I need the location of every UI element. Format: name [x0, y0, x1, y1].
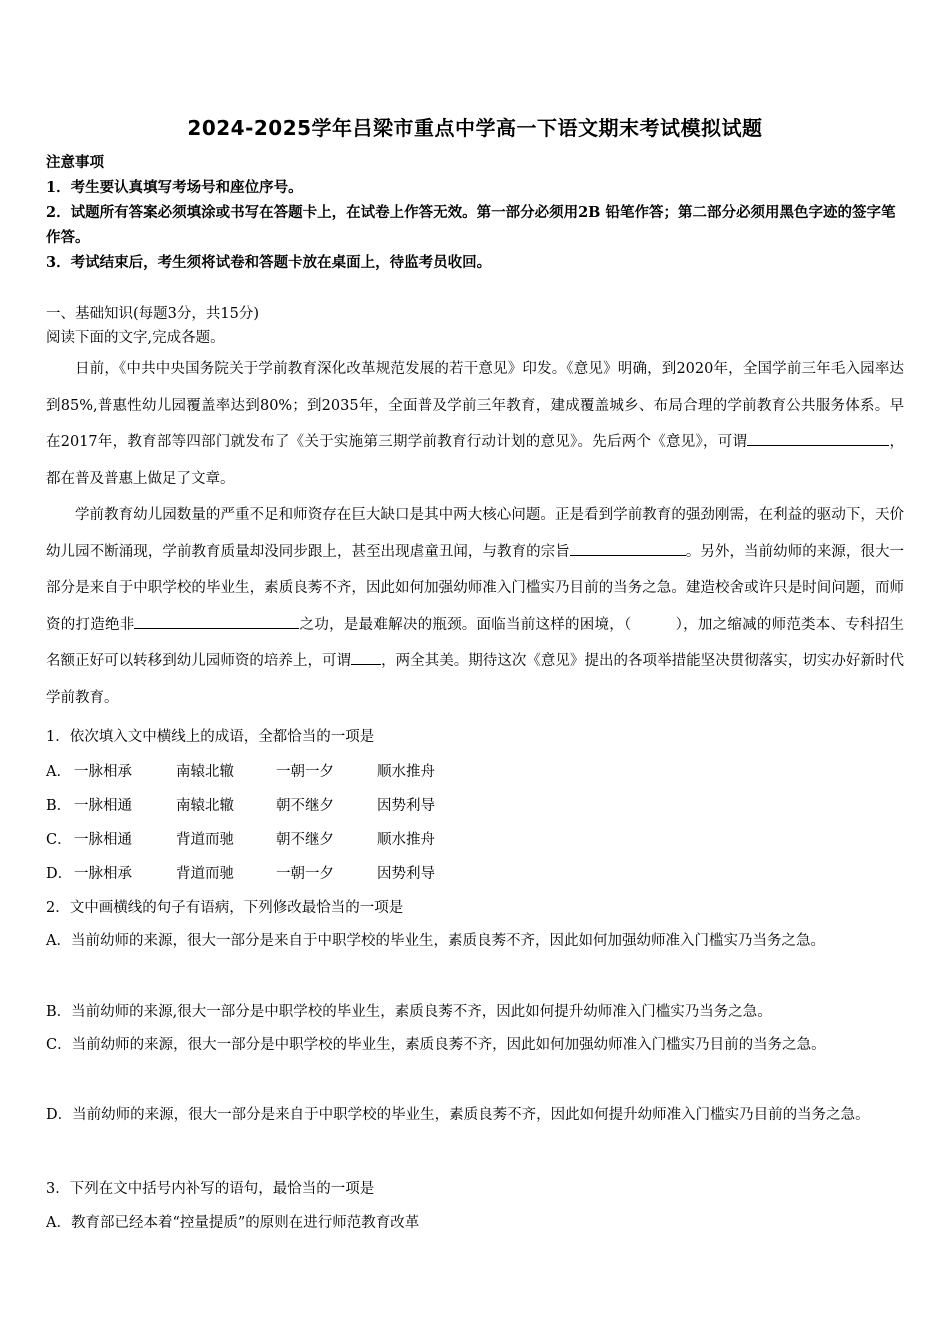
option-label: D．: [46, 1107, 73, 1123]
question-3-option-a[interactable]: [46, 1211, 906, 1232]
fill-blank-1[interactable]: [747, 431, 889, 446]
question-2-option-a[interactable]: [46, 923, 904, 959]
passage-paragraph-1: [46, 351, 904, 497]
question-2-option-d[interactable]: [46, 1097, 904, 1133]
fill-blank-3[interactable]: [134, 614, 299, 629]
fill-blank-2[interactable]: [570, 541, 686, 556]
section-heading: 一、基础知识(每题3分，共15分): [46, 306, 259, 322]
question-1-option-c[interactable]: [46, 828, 906, 849]
option-text: 当前幼师的来源，很大一部分是来自于中职学校的毕业生，素质良莠不齐，因此如何提升幼师准入门槛实乃目前的当务之急。: [72, 1107, 870, 1123]
notice-item-2: 2．试题所有答案必须填涂或书写在答题卡上，在试卷上作答无效。第一部分必须用2B 铅笔作答；第二部分必须用黑色字迹的签字笔作答。: [46, 204, 896, 246]
question-1-option-b[interactable]: [46, 794, 906, 815]
notice-heading: 注意事项: [46, 154, 104, 171]
option-text: 教育部已经本着“控量提质”的原则在进行师范教育改革: [70, 1215, 420, 1231]
option-label: A．: [46, 764, 71, 780]
option-text: 当前幼师的来源，很大一部分是中职学校的毕业生，素质良莠不齐，因此如何加强幼师准入门槛实乃目前的当务之急。: [71, 1037, 826, 1053]
option-word: 朝不继夕: [276, 832, 334, 848]
option-word: 一朝一夕: [276, 866, 334, 882]
option-label: D．: [46, 866, 73, 882]
option-word: 朝不继夕: [276, 798, 334, 814]
passage-text: ，都在普及普惠上做足了文章。: [46, 434, 905, 487]
option-word: 因势利导: [377, 798, 435, 814]
option-label: A．: [46, 933, 71, 949]
option-word: 顺水推舟: [377, 832, 435, 848]
passage-text: 学前教育幼儿园数量的严重不足和师资存在巨大缺口是其中两大核心问题。正是看到学前教育的强劲刚需，在利益的驱动下，天价幼儿园不断涌现，学前教育质量却没同步跟上，甚至出现虐童丑闻，与教育的宗旨: [46, 507, 904, 560]
option-text: 当前幼师的来源，很大一部分是来自于中职学校的毕业生，素质良莠不齐，因此如何加强幼师准入门槛实乃当务之急。: [70, 933, 825, 949]
option-word: 一脉相承: [74, 866, 132, 882]
passage-text: 日前，《中共中央国务院关于学前教育深化改革规范发展的若干意见》印发。《意见》明确，到2020年，全国学前三年毛入园率达到85%,普惠性幼儿园覆盖率达到80%；到2035年，全面普及学前三年教育，建成覆盖城乡、布局合理的学前教育公共服务体系。早在2017年，教育部等四部门就发布了《关于实施第三期学前教育行动计划的意见》。先后两个《意见》，可谓: [46, 361, 904, 450]
option-label: C．: [46, 832, 72, 848]
option-word: 一脉相承: [74, 764, 132, 780]
option-word: 顺水推舟: [377, 764, 435, 780]
question-1-option-d[interactable]: [46, 862, 906, 883]
question-3-stem: 3．下列在文中括号内补写的语句，最恰当的一项是: [46, 1181, 375, 1197]
question-1-option-a[interactable]: [46, 760, 906, 781]
question-2-option-c[interactable]: [46, 1027, 904, 1063]
option-word: 一朝一夕: [276, 764, 334, 780]
notice-item-1: 1．考生要认真填写考场号和座位序号。: [46, 179, 303, 196]
option-word: 背道而驰: [176, 832, 234, 848]
passage-text: 。另外，当前幼师的来源，很大一部分是来自于中职学校的毕业生，素质良莠不齐，因此如何加强幼师准入门槛实乃目前的当务之急。建造校舍或许只是时间问题，而师资的打造绝非: [46, 543, 904, 633]
section-instruction: 阅读下面的文字,完成各题。: [46, 330, 225, 346]
option-word: 背道而驰: [176, 866, 234, 882]
option-label: C．: [46, 1037, 72, 1053]
option-label: B．: [46, 1004, 72, 1020]
notice-item-3: 3．考试结束后，考生须将试卷和答题卡放在桌面上，待监考员收回。: [46, 254, 492, 271]
option-word: 南辕北辙: [176, 764, 234, 780]
question-2-option-b[interactable]: [46, 994, 904, 1030]
option-label: A．: [46, 1215, 71, 1231]
exam-title: 2024-2025学年吕梁市重点中学高一下语文期末考试模拟试题: [187, 116, 763, 140]
passage-paragraph-2: [46, 497, 904, 716]
option-word: 因势利导: [377, 866, 435, 882]
option-word: 一脉相通: [74, 832, 132, 848]
option-label: B．: [46, 798, 72, 814]
question-2-stem: 2．文中画横线的句子有语病，下列修改最恰当的一项是: [46, 900, 404, 916]
passage-text: 之功，是最难解决的瓶颈。面临当前这样的困境，（ ），加之缩减的师范类本、专科招生名额正好可以转移到幼儿园师资的培养上，可谓: [46, 616, 904, 669]
option-text: 当前幼师的来源,很大一部分是中职学校的毕业生，素质良莠不齐，因此如何提升幼师准入门槛实乃当务之急。: [71, 1004, 772, 1020]
passage-text: ，两全其美。期待这次《意见》提出的各项举措能坚决贯彻落实，切实办好新时代学前教育。: [46, 653, 905, 706]
question-1-stem: 1．依次填入文中横线上的成语，全都恰当的一项是: [46, 729, 375, 745]
option-word: 一脉相通: [74, 798, 132, 814]
option-word: 南辕北辙: [176, 798, 234, 814]
fill-blank-4[interactable]: [351, 650, 381, 665]
